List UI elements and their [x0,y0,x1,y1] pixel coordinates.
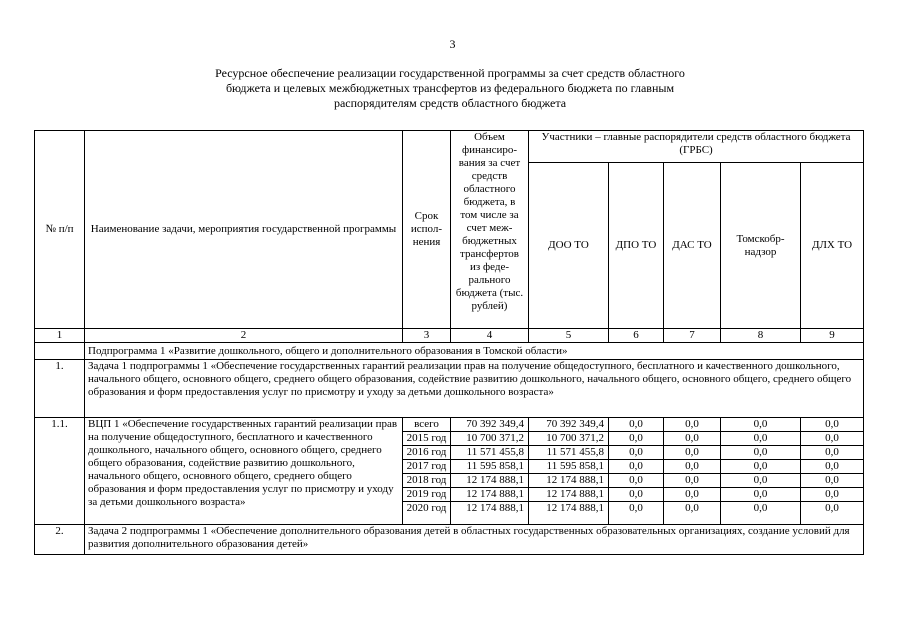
row-das-to: 0,0 [664,460,721,474]
row-das-to: 0,0 [664,502,721,525]
col-number-3: 3 [403,329,451,343]
row-das-to: 0,0 [664,432,721,446]
row-dpo-to: 0,0 [609,502,664,525]
row-dpo-to: 0,0 [609,432,664,446]
row-volume: 11 571 455,8 [451,446,529,460]
row-dlh-to: 0,0 [801,488,864,502]
header-term: Срок испол-нения [403,131,451,329]
task1-num: 1. [35,360,85,418]
row-volume: 10 700 371,2 [451,432,529,446]
header-participants: Участники – главные распорядители средств областного бюджета (ГРБС) [529,131,864,163]
row-dpo-to: 0,0 [609,474,664,488]
item-1-1-num: 1.1. [35,418,85,525]
header-doo-to: ДОО ТО [529,163,609,329]
header-name: Наименование задачи, мероприятия государственной программы [85,131,403,329]
row-tomskobrnadzor: 0,0 [721,418,801,432]
row-term: 2019 год [403,488,451,502]
row-dlh-to: 0,0 [801,432,864,446]
row-term: 2016 год [403,446,451,460]
title-line-1: Ресурсное обеспечение реализации государственной программы за счет средств областного [215,66,685,80]
row-das-to: 0,0 [664,488,721,502]
header-volume: Объем финансиро-вания за счет средств областного бюджета, в том числе за счет меж-бюджетных трансфертов из феде-рального бюджета (тыс. рублей) [451,131,529,329]
row-volume: 12 174 888,1 [451,502,529,525]
row-dlh-to: 0,0 [801,474,864,488]
row-dpo-to: 0,0 [609,488,664,502]
title-line-2: бюджета и целевых межбюджетных трансфертов из федерального бюджета по главным [225,81,675,95]
task2-text: Задача 2 подпрограммы 1 «Обеспечение дополнительного образования детей в областных государственных образовательных организациях, создание условий для развития дополнительного образования детей» [85,525,864,555]
document-title [150,66,750,111]
row-dlh-to: 0,0 [801,446,864,460]
row-doo-to: 10 700 371,2 [529,432,609,446]
col-number-8: 8 [721,329,801,343]
col-number-4: 4 [451,329,529,343]
row-das-to: 0,0 [664,418,721,432]
col-number-5: 5 [529,329,609,343]
header-tomskobrnadzor: Томскобр-надзор [721,163,801,329]
row-tomskobrnadzor: 0,0 [721,502,801,525]
subprogram-num-cell [35,343,85,360]
row-dlh-to: 0,0 [801,502,864,525]
row-dpo-to: 0,0 [609,446,664,460]
row-tomskobrnadzor: 0,0 [721,474,801,488]
row-das-to: 0,0 [664,474,721,488]
row-volume: 12 174 888,1 [451,488,529,502]
row-das-to: 0,0 [664,446,721,460]
item-1-1-text: ВЦП 1 «Обеспечение государственных гарантий реализации прав на получение общедоступного, бесплатного и качественного дошкольного, начального общего, основного общего, среднего общего образования, содействие развитию дошкольного, начального общего, основного общего, среднего общего образования и форм предоставления услуг по присмотру и уходу за детьми дошкольного возраста» [85,418,403,525]
col-number-9: 9 [801,329,864,343]
task1-text: Задача 1 подпрограммы 1 «Обеспечение государственных гарантий реализации прав на получение общедоступного, бесплатного и качественного дошкольного, начального общего, основного общего, среднего общего образования, содействие развитию дошкольного, начального общего, основного общего, среднего общего образования и форм предоставления услуг по присмотру и уходу за детьми дошкольного возраста» [85,360,864,418]
row-dlh-to: 0,0 [801,460,864,474]
row-doo-to: 12 174 888,1 [529,474,609,488]
row-dpo-to: 0,0 [609,460,664,474]
row-dpo-to: 0,0 [609,418,664,432]
col-number-2: 2 [85,329,403,343]
row-term: 2020 год [403,502,451,525]
row-volume: 12 174 888,1 [451,474,529,488]
row-doo-to: 12 174 888,1 [529,502,609,525]
row-doo-to: 11 595 858,1 [529,460,609,474]
header-num: № п/п [35,131,85,329]
col-number-6: 6 [609,329,664,343]
row-tomskobrnadzor: 0,0 [721,446,801,460]
row-term: 2018 год [403,474,451,488]
resource-table [34,130,864,555]
row-tomskobrnadzor: 0,0 [721,432,801,446]
row-term: 2015 год [403,432,451,446]
col-number-1: 1 [35,329,85,343]
row-tomskobrnadzor: 0,0 [721,488,801,502]
row-term: всего [403,418,451,432]
header-dlh-to: ДЛХ ТО [801,163,864,329]
row-doo-to: 12 174 888,1 [529,488,609,502]
row-volume: 70 392 349,4 [451,418,529,432]
col-number-7: 7 [664,329,721,343]
row-doo-to: 11 571 455,8 [529,446,609,460]
row-tomskobrnadzor: 0,0 [721,460,801,474]
row-dlh-to: 0,0 [801,418,864,432]
header-das-to: ДАС ТО [664,163,721,329]
row-volume: 11 595 858,1 [451,460,529,474]
task2-num: 2. [35,525,85,555]
row-doo-to: 70 392 349,4 [529,418,609,432]
page-number: 3 [449,37,456,51]
subprogram-title: Подпрограмма 1 «Развитие дошкольного, общего и дополнительного образования в Томской области» [85,343,864,360]
row-term: 2017 год [403,460,451,474]
title-line-3: распорядителям средств областного бюджета [333,96,567,110]
header-dpo-to: ДПО ТО [609,163,664,329]
